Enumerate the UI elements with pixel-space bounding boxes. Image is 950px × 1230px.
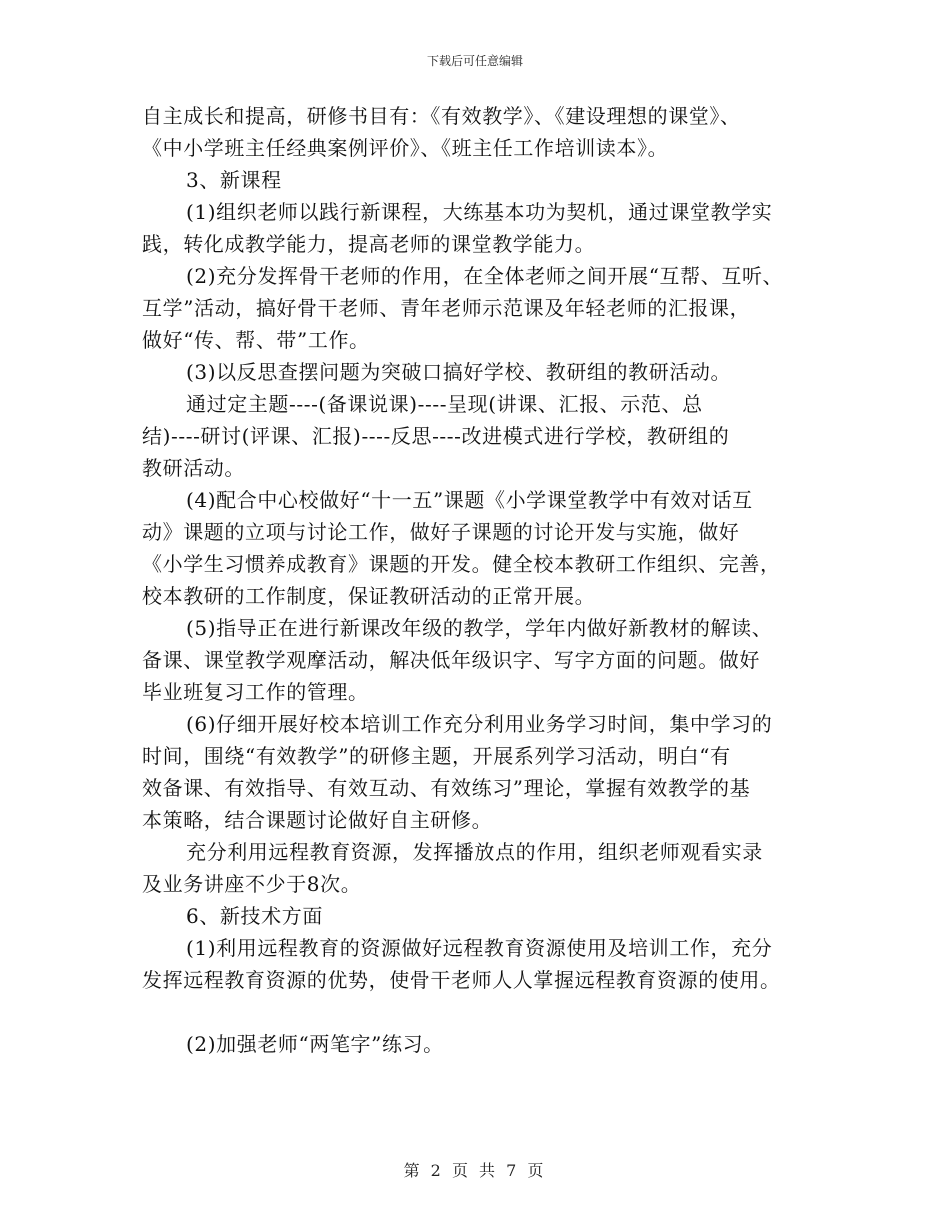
body-line: (2)加强老师“两笔字”练习。 bbox=[186, 1032, 444, 1056]
body-line: 结)----研讨(评课、汇报)----反思----改进模式进行学校，教研组的 bbox=[142, 424, 730, 448]
body-line: 备课、课堂教学观摩活动，解决低年级识字、写字方面的问题。做好 bbox=[142, 648, 760, 672]
body-line: 及业务讲座不少于8次。 bbox=[142, 872, 362, 896]
page-footer: 第 2 页 共 7 页 bbox=[403, 1161, 547, 1180]
body-line: 动》课题的立项与讨论工作，做好子课题的讨论开发与实施，做好 bbox=[142, 520, 740, 544]
body-line: (6)仔细开展好校本培训工作充分利用业务学习时间，集中学习的 bbox=[186, 712, 773, 736]
body-line: 《小学生习惯养成教育》课题的开发。健全校本教研工作组织、完善， bbox=[142, 552, 781, 576]
body-line: 通过定主题----(备课说课)----呈现(讲课、汇报、示范、总 bbox=[186, 392, 703, 416]
body-line: 践，转化成教学能力，提高老师的课堂教学能力。 bbox=[142, 232, 596, 256]
body-line: 时间，围绕“有效教学”的研修主题，开展系列学习活动，明白“有 bbox=[142, 744, 731, 768]
body-line: (1)利用远程教育的资源做好远程教育资源使用及培训工作，充分 bbox=[186, 936, 773, 960]
section-heading: 3、新课程 bbox=[186, 168, 282, 192]
body-line: 做好“传、帮、带”工作。 bbox=[142, 328, 370, 352]
body-line: (2)充分发挥骨干老师的作用，在全体老师之间开展“互帮、互听、 bbox=[186, 264, 784, 288]
body-line: 本策略，结合课题讨论做好自主研修。 bbox=[142, 808, 493, 832]
body-line: (4)配合中心校做好“十一五”课题《小学课堂教学中有效对话互 bbox=[186, 488, 753, 512]
body-line: (1)组织老师以践行新课程，大练基本功为契机，通过课堂教学实 bbox=[186, 200, 773, 224]
section-heading: 6、新技术方面 bbox=[186, 904, 323, 928]
body-line: 效备课、有效指导、有效互动、有效练习”理论，掌握有效教学的基 bbox=[142, 776, 751, 800]
document-body bbox=[142, 100, 814, 1060]
body-line: (3)以反思查摆问题为突破口搞好学校、教研组的教研活动。 bbox=[186, 360, 732, 384]
body-line: (5)指导正在进行新课改年级的教学，学年内做好新教材的解读、 bbox=[186, 616, 773, 640]
body-line: 发挥远程教育资源的优势，使骨干老师人人掌握远程教育资源的使用。 bbox=[142, 968, 781, 992]
page-header: 下载后可任意编辑 bbox=[426, 54, 523, 68]
body-line: 教研活动。 bbox=[142, 456, 245, 480]
paragraph-gap bbox=[142, 996, 814, 1028]
body-line: 毕业班复习工作的管理。 bbox=[142, 680, 369, 704]
body-line: 充分利用远程教育资源，发挥播放点的作用，组织老师观看实录 bbox=[186, 840, 763, 864]
body-line: 互学”活动，搞好骨干老师、青年老师示范课及年轻老师的汇报课， bbox=[142, 296, 751, 320]
body-line: 《中小学班主任经典案例评价》、《班主任工作培训读本》。 bbox=[142, 136, 669, 160]
body-line: 自主成长和提高，研修书目有：《有效教学》、《建设理想的课堂》、 bbox=[142, 104, 741, 128]
body-line: 校本教研的工作制度，保证教研活动的正常开展。 bbox=[142, 584, 596, 608]
